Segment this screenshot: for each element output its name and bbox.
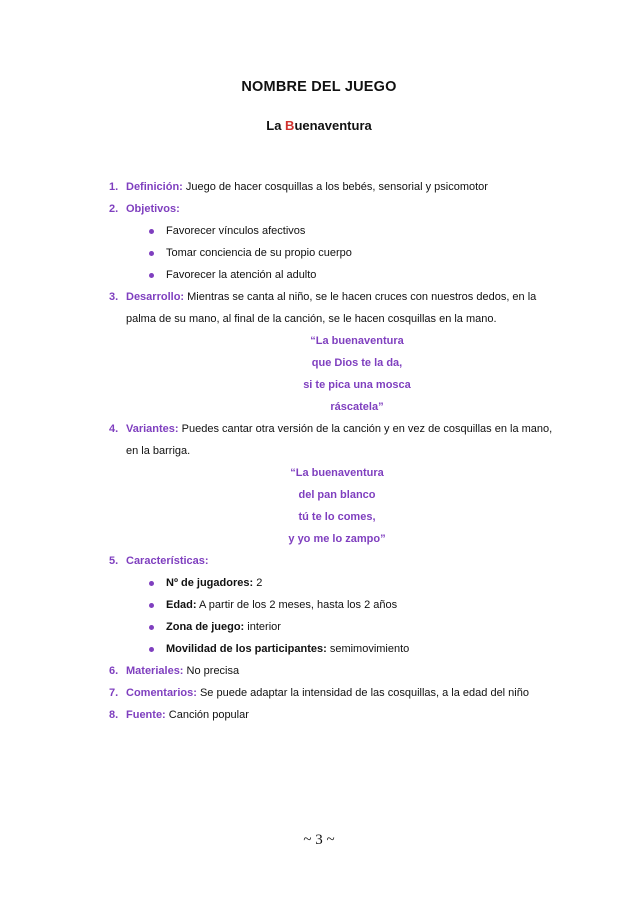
item-text-continuation: palma de su mano, al final de la canción, se le hacen cosquillas en la mano. bbox=[126, 313, 497, 325]
list-item-text: Favorecer vínculos afectivos bbox=[166, 225, 306, 237]
list-item-key: Movilidad de los participantes: bbox=[166, 643, 327, 655]
song-verse-line: del pan blanco bbox=[298, 489, 376, 501]
item-fuente bbox=[92, 704, 562, 726]
song-verse-line: ráscatela” bbox=[330, 401, 384, 413]
item-label: Desarrollo: bbox=[126, 291, 185, 303]
item-text: Juego de hacer cosquillas a los bebés, sensorial y psicomotor bbox=[182, 181, 488, 193]
song-verse-line: “La buenaventura bbox=[290, 467, 384, 479]
list-item-value: A partir de los 2 meses, hasta los 2 años bbox=[196, 599, 398, 611]
song-verse-line: si te pica una mosca bbox=[303, 379, 411, 391]
game-name-accent-letter: B bbox=[285, 118, 295, 133]
item-text-continuation: en la barriga. bbox=[126, 445, 191, 457]
page-number: ~ 3 ~ bbox=[303, 832, 335, 848]
game-name-prefix: La bbox=[266, 118, 286, 133]
bullet-icon bbox=[149, 581, 154, 586]
song-verse-line: y yo me lo zampo” bbox=[288, 533, 386, 545]
item-number: 6. bbox=[109, 665, 119, 677]
list-item-value: 2 bbox=[253, 577, 263, 589]
list-item bbox=[92, 594, 562, 616]
bullet-icon bbox=[149, 603, 154, 608]
list-item-key: Zona de juego: bbox=[166, 621, 245, 633]
item-number: 5. bbox=[109, 555, 119, 567]
item-label: Comentarios: bbox=[126, 687, 197, 699]
bullet-icon bbox=[149, 251, 154, 256]
bullet-icon bbox=[149, 625, 154, 630]
item-number: 8. bbox=[109, 709, 119, 721]
game-name bbox=[0, 118, 638, 133]
item-text: Puedes cantar otra versión de la canción y en vez de cosquillas en la mano, bbox=[178, 423, 553, 435]
item-number: 7. bbox=[109, 687, 119, 699]
list-item-value: interior bbox=[244, 621, 281, 633]
item-number: 2. bbox=[109, 203, 119, 215]
item-label: Características: bbox=[126, 555, 209, 567]
list-item bbox=[92, 220, 562, 242]
list-item-text: Tomar conciencia de su propio cuerpo bbox=[166, 247, 352, 259]
item-text: No precisa bbox=[183, 665, 240, 677]
list-item bbox=[92, 638, 562, 660]
item-text: Se puede adaptar la intensidad de las cosquillas, a la edad del niño bbox=[196, 687, 529, 699]
item-number: 1. bbox=[109, 181, 119, 193]
item-number: 3. bbox=[109, 291, 119, 303]
list-item bbox=[92, 572, 562, 594]
list-item-key: Edad: bbox=[166, 599, 197, 611]
list-item-value: semimovimiento bbox=[326, 643, 410, 655]
bullet-icon bbox=[149, 647, 154, 652]
item-label: Objetivos: bbox=[126, 203, 180, 215]
item-label: Variantes: bbox=[126, 423, 179, 435]
item-label: Fuente: bbox=[126, 709, 166, 721]
item-definicion bbox=[92, 176, 562, 198]
item-caracteristicas bbox=[92, 550, 562, 572]
list-item-text: Favorecer la atención al adulto bbox=[166, 269, 317, 281]
list-item-key: Nº de jugadores: bbox=[166, 577, 254, 589]
item-label: Definición: bbox=[126, 181, 183, 193]
item-text: Mientras se canta al niño, se le hacen cruces con nuestros dedos, en la bbox=[184, 291, 537, 303]
bullet-icon bbox=[149, 229, 154, 234]
bullet-icon bbox=[149, 273, 154, 278]
list-item bbox=[92, 616, 562, 638]
game-description bbox=[92, 176, 562, 726]
item-materiales bbox=[92, 660, 562, 682]
item-text: Canción popular bbox=[165, 709, 249, 721]
song-verse-line: tú te lo comes, bbox=[298, 511, 376, 523]
song-verse-line: “La buenaventura bbox=[310, 335, 404, 347]
item-number: 4. bbox=[109, 423, 119, 435]
item-variantes bbox=[92, 418, 562, 440]
item-comentarios bbox=[92, 682, 562, 704]
item-label: Materiales: bbox=[126, 665, 184, 677]
song-verse-line: que Dios te la da, bbox=[311, 357, 403, 369]
item-desarrollo bbox=[92, 286, 562, 308]
game-name-rest: uenaventura bbox=[294, 118, 372, 133]
item-objetivos bbox=[92, 198, 562, 220]
list-item bbox=[92, 264, 562, 286]
list-item bbox=[92, 242, 562, 264]
page-title: NOMBRE DEL JUEGO bbox=[241, 79, 397, 95]
